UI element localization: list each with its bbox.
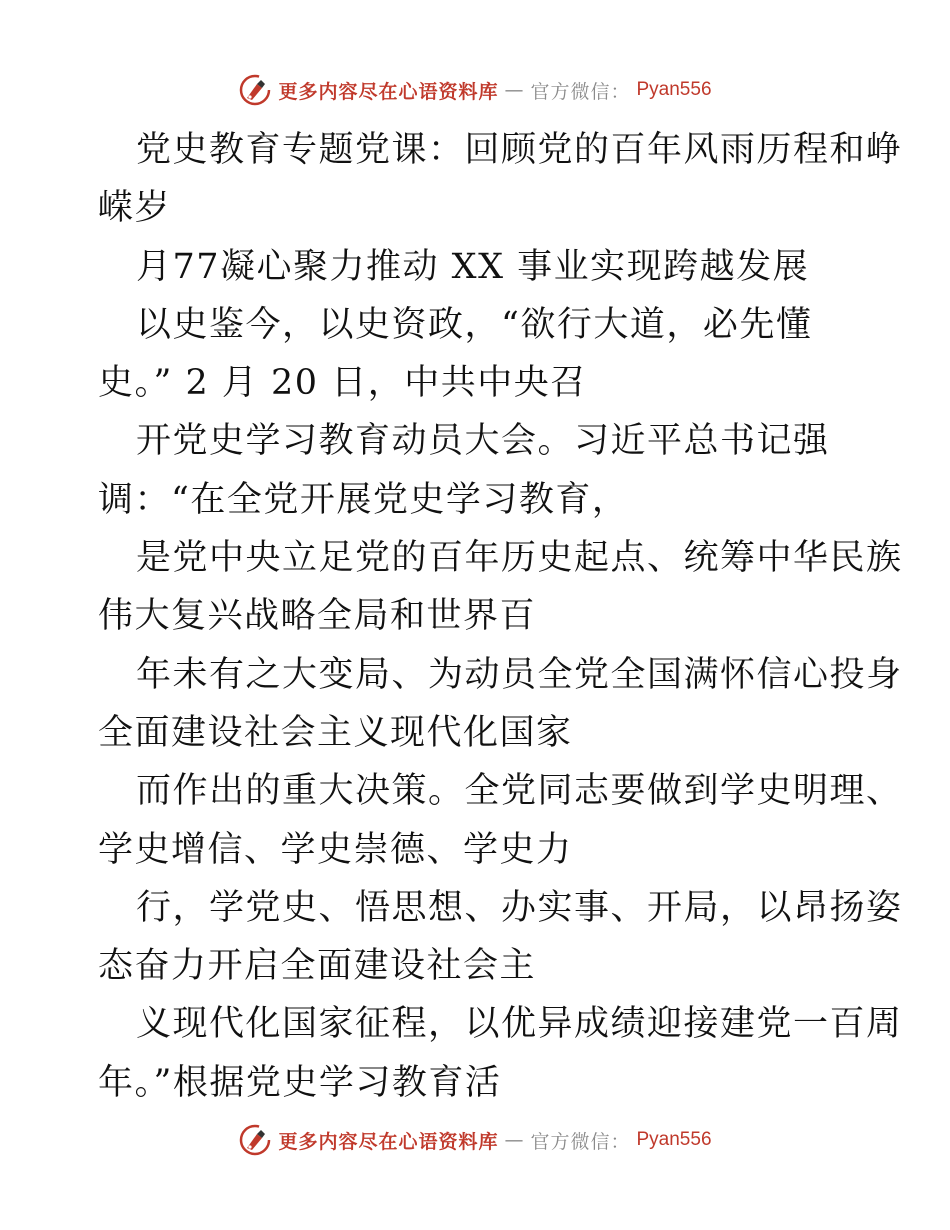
text-line: 义现代化国家征程，以优异成绩迎接建党一百周 — [136, 1004, 903, 1045]
watermark-title: 更多内容尽在心语资料库 — [278, 80, 499, 103]
text-line: 学史增信、学史崇德、学史力 — [98, 829, 573, 870]
watermark-wechat-id: Pyan556 — [636, 1129, 712, 1150]
watermark-dash: — — [504, 1129, 525, 1151]
text-line: 全面建设社会主义现代化国家 — [98, 712, 573, 753]
watermark-wechat-id: Pyan556 — [636, 79, 712, 100]
watermark-wechat-label: 官方微信： — [530, 80, 631, 103]
text-line: 年未有之大变局、为动员全党全国满怀信心投身 — [136, 654, 903, 695]
text-line: 行，学党史、悟思想、办实事、开局，以昂扬姿 — [136, 887, 903, 928]
header-watermark — [0, 70, 950, 110]
text-line: 调：“在全党开展党史学习教育， — [98, 479, 629, 520]
watermark-logo-icon — [238, 73, 272, 107]
text-line: 史。” 2 月 20 日，中共中央召 — [98, 363, 587, 404]
footer-watermark — [0, 1120, 950, 1160]
subtitle-line: 月77凝心聚力推动 XX 事业实现跨越发展 — [136, 246, 810, 287]
text-line: 伟大复兴战略全局和世界百 — [98, 596, 537, 637]
watermark-wechat-label: 官方微信： — [530, 1130, 631, 1153]
text-line: 是党中央立足党的百年历史起点、统筹中华民族 — [136, 538, 903, 579]
title-line-2: 嵘岁 — [98, 188, 172, 229]
text-line: 年。”根据党史学习教育活 — [98, 1062, 502, 1103]
document-body — [98, 121, 903, 1112]
text-line: 而作出的重大决策。全党同志要做到学史明理、 — [136, 771, 903, 812]
watermark-logo-icon — [238, 1123, 272, 1157]
text-line: 态奋力开启全面建设社会主 — [98, 946, 537, 987]
text-line: 开党史学习教育动员大会。习近平总书记强 — [136, 421, 830, 462]
title-line-1: 党史教育专题党课：回顾党的百年风雨历程和峥 — [136, 130, 903, 170]
watermark-dash: — — [504, 79, 525, 101]
watermark-title: 更多内容尽在心语资料库 — [278, 1130, 499, 1153]
text-line: 以史鉴今，以史资政，“欲行大道，必先懂 — [136, 304, 813, 345]
